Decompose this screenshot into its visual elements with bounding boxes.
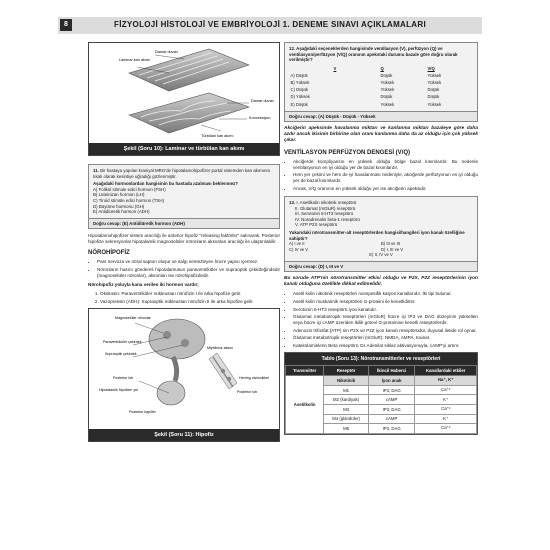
page-title: FİZYOLOJİ HİSTOLOJİ VE EMBRİYOLOJİ 1. DENEME SINAVI AÇIKLAMALARI: [114, 20, 426, 29]
q12-cell: Düşük: [427, 87, 440, 93]
emphasis-paragraph: Akciğerin apeksinde havalanma miktarı ve kanlanma miktarı bazaleye göre daha azdır ancak ikisinin birbirine olan oranı kanlanma daha da az olduğu için çok yüksek çıkar.: [284, 125, 478, 144]
fig11-label: Posterior lob: [237, 390, 258, 395]
q11-option: B) Lüteinizan hormon (LH): [93, 192, 145, 198]
table-cell: cAMP: [368, 395, 415, 405]
table-group-cell: Asetilkolin: [286, 376, 324, 434]
q12-cell: Düşük: [427, 94, 440, 100]
bullet-item: • Asetil kolin muskarinik reseptörleri G-proteini ile kenetlidirler.: [293, 299, 478, 305]
q12-cell: Yüksek: [380, 87, 395, 93]
bullet-item: • Ancak, V/Q oranının en yüksek olduğu yer ise akciğerin apeksidir.: [293, 186, 478, 192]
table-neurotransmitters: [284, 352, 478, 435]
emphasis-paragraph: Bu sorude ATP'nin nörotransmitter etkisi olduğu ve P2X, P2Z reseptörlerinin iyon kanalı olduğuna özellikle dikkat edilmelidir.: [284, 276, 478, 288]
q12-answer: Doğru cevap: (A) Düşük - Düşük - Yüksek: [284, 112, 478, 122]
q12-cell: Yüksek: [427, 101, 442, 107]
bullet-item: • Serotonin 5-HT3 reseptörü iyon kanalıdır.: [293, 307, 478, 313]
question-12: [284, 42, 478, 112]
q13-item: 13. I. Asetilkolin nikotinik reseptörü: [289, 200, 357, 206]
table-cell: cAMP: [368, 414, 415, 424]
right-body-text-2: [284, 276, 478, 349]
paragraph: Nörohipofiz yoluyla kana verilen iki hormon vardır;: [88, 281, 199, 287]
q13-option: D) I, III ve V: [381, 246, 404, 252]
table-cell: M5: [324, 424, 369, 434]
table-header: Reseptör: [324, 366, 369, 376]
q12-cell: B) Yüksek: [290, 79, 310, 85]
q13-options: [289, 241, 473, 252]
figure10-caption: Şekil (Soru 10): Laminar ve türbülan kan akımı: [89, 143, 279, 155]
bullet-item: • Pars nervoza ve nöral sapton oluşur ve salgı sentezleyen hücre yapısı içermez.: [97, 259, 280, 265]
bullet-item: • Adenozin trifosfat (ATP) nin P2X ve P2Z iyon kanalı reseptörüdür, duyusal iletide rol oynar.: [293, 328, 478, 334]
fig10-label-wall2: Damar duvarı: [251, 99, 275, 103]
bullet-item: • Glutamat metabotropik reseptörleri (mGluR) hücre içi IP3 ve DAG düzeyinin yükselten veya hücre içi cAMP üzeriden ikilik görevi G-proteinine kenetli reseptörlerdir.: [293, 314, 478, 326]
table-cell: Ca⁺²: [415, 404, 477, 414]
table-header: İkincil Haberci: [368, 366, 415, 376]
table-cell: IP3, DAG: [368, 404, 415, 414]
q12-cell: D) Yüksek: [290, 94, 310, 100]
fig11-label: Posterior lob: [113, 376, 134, 381]
q12-cell: Yüksek: [427, 72, 442, 78]
right-column: [284, 42, 478, 435]
receptor-table: [285, 365, 477, 434]
table-cell: M1: [324, 385, 369, 395]
page-number: 8: [60, 19, 72, 31]
table-cell: M3: [324, 404, 369, 414]
q13-item: IV. Noradrenalin beta-1 reseptörü: [295, 216, 360, 222]
bullet-item: • Nöronların hasını göndereli hipotalamusun paraventriküler ve supraoptik çekirdeğindedir (magnoselüler nöronlar), aksonları ise nörohipofizdedir.: [97, 267, 280, 279]
q12-cell: Yüksek: [380, 79, 395, 85]
fig10-label-convection: Konveksiyon: [249, 116, 271, 120]
table-cell: Na⁺, K⁺: [415, 376, 477, 386]
table-caption: Tablo (Soru 13): Nörotransmitterler ve reseptörleri: [285, 353, 477, 365]
q12-options-table: [289, 65, 443, 108]
blood-flow-illustration: [89, 43, 279, 139]
numbered-item: 1. Oksitosin: Paraventriküler nükleustan nörofizin I ile arka hipofize gelir.: [100, 291, 280, 297]
table-cell: IP3, DAG: [368, 424, 415, 434]
fig11-label: Posterior kapiller: [129, 410, 156, 415]
fig10-label-turbulent: Türbülan kan akımı: [201, 134, 234, 138]
table-cell: K⁺: [415, 395, 477, 405]
bullet-item: • Hem yer çekimi ve hem de iyi havalanması nedeniyle, akciğerde perfüzyonun en iyi olduğu yer de bazal kısımlardır.: [293, 172, 478, 184]
question-13: [284, 196, 478, 262]
bullet-item: • Katekolaminlerin Beta reseptörü Gs Adenilat siklaz aktivasyonuyla, cAMP'yi artırır.: [293, 343, 478, 349]
left-body-text: [88, 233, 280, 305]
bullet-item: • Asetil kolin nikotinik reseptörleri nonspesifik katyon kanallarıdır. İki tipi bulunur.: [293, 291, 478, 297]
hypophysis-illustration: [89, 309, 279, 425]
section-heading: VENTİLASYON PERFÜZYON DENGESİ (V/Q): [284, 149, 411, 156]
table-header: Kanallardaki etkiler: [415, 366, 477, 376]
fig11-label: Supraoptik çekirdek: [105, 352, 137, 357]
right-body-text: [284, 126, 478, 192]
table-cell: IP3, DAG: [368, 385, 415, 395]
q12-cell: Düşük: [380, 94, 393, 100]
q12-header: Q: [380, 65, 384, 71]
q12-question: 12. Aşağıdaki seçeneklerden hangisinde ventilasyon (V), perfüzyon (Q) ve ventilasyon/perfüzyon (V/Q) oranının apekstaki durumu bazale göre doğru olarak verilmiştir?: [289, 46, 458, 63]
q12-cell: E) Düşük: [290, 101, 308, 107]
table-cell: Nikotinik: [324, 376, 369, 386]
q13-option: E) II, IV ve V: [369, 252, 393, 258]
figure11-caption: Şekil (Soru 11): Hipofiz: [89, 429, 279, 441]
q13-option: A) I ve II: [289, 241, 305, 247]
table-cell: K⁺: [415, 414, 477, 424]
left-column: [88, 42, 280, 442]
q11-option: D) Büyüme hormonu (GH): [93, 203, 145, 209]
q11-option: E) Antidiüretik hormon (ADH): [93, 209, 150, 215]
fig11-label: Herring cisimcikleri: [239, 376, 270, 381]
page-header: [58, 17, 482, 34]
q12-cell: Düşük: [380, 72, 393, 78]
figure-hypophysis: [88, 308, 280, 442]
table-cell: İyon anak: [368, 376, 415, 386]
q12-header: V: [333, 65, 337, 71]
q12-cell: A) Düşük: [290, 72, 308, 78]
question-11: [88, 164, 280, 219]
q13-option: C) IV ve V: [289, 246, 309, 252]
q13-option: B) III ve III: [381, 241, 401, 247]
q13-answer: Doğru cevap: (D) I, III ve V: [284, 262, 478, 272]
table-cell: Ca⁺²: [415, 385, 477, 395]
fig11-label: Magnoselüler nöronlar: [115, 316, 151, 321]
table-cell: M2 (kardiyak): [324, 395, 369, 405]
q11-question: Aşağıdaki hormonlardan hangisinin bu hastada azalması beklenmez?: [93, 181, 238, 187]
fig10-label-laminar: Laminar kan akımı: [119, 58, 151, 62]
fig11-label: Miyelinsiz akson: [207, 346, 234, 351]
q12-cell: Yüksek: [380, 101, 395, 107]
table-cell: M4 (glandüler): [324, 414, 369, 424]
q11-option: A) Folikül stimule edici hormon (FSH): [93, 186, 166, 192]
fig10-label-wall: Damar duvarı: [155, 50, 179, 54]
bullet-item: • Glutamat metabotropik reseptörleri (mGluR): NMDA, AMPA, Kainat: [293, 335, 478, 341]
q13-item: III. Serotonin 5-HT3 reseptörü: [295, 211, 354, 217]
paragraph: Hipotalamohipofizer sistem aracılığı ile anterior hipofiz "releasing faktörler" salınarak. Posterior hipofize sekresyonlar hipotalamik magnoselüler nöronların aksonları aracılığı ile ulaştırılabilir.: [88, 232, 280, 244]
q13-item: V. ATP P2X reseptörü: [295, 222, 338, 228]
table-header: Transmitter: [286, 366, 324, 376]
q11-option: C) Tiroid stimüle edici hormon (TSH): [93, 197, 164, 203]
q12-cell: Yüksek: [427, 79, 442, 85]
q11-stem: 11. Bir hastaya yapılan kraniyal MRG'de hipotalamohipofizer portal sistemden kan akımının tıkalı olarak kesintiye uğradığı gözlenmiştir.: [93, 168, 271, 179]
q12-cell: C) Düşük: [290, 87, 308, 93]
table-cell: Ca⁺²: [415, 424, 477, 434]
fig11-label: Hipotalamik hipofizer yol: [99, 388, 138, 393]
q11-answer: Doğru cevap: (E) Antidiüretik hormon (ADH): [88, 219, 280, 229]
numbered-item: 2. Vazopressin (ADH): Supraoptik nükleustan nörofizin II ile arka hipofize gelir.: [100, 299, 280, 305]
q13-question: Yukarıdaki nörotransmitter-alt reseptörlerden hangisi/hangileri iyon kanalı özelliğine sahiptir?: [289, 230, 465, 241]
q13-item: II. Glutamat (mGluR) reseptörü: [295, 205, 356, 211]
section-heading: NÖROHİPOFİZ: [88, 249, 130, 256]
bullet-item: • Akciğerde kompliyansın en yüksek olduğu bölge bazal kısımlardır. Bu nedenle ventilasyonun en iyi olduğu yer de bazal kısımlardır.: [293, 159, 478, 171]
q12-header: V/Q: [427, 65, 435, 71]
fig11-label: Paraventriküler çekirdek: [103, 340, 142, 345]
figure-laminar-turbulent: [88, 42, 280, 156]
